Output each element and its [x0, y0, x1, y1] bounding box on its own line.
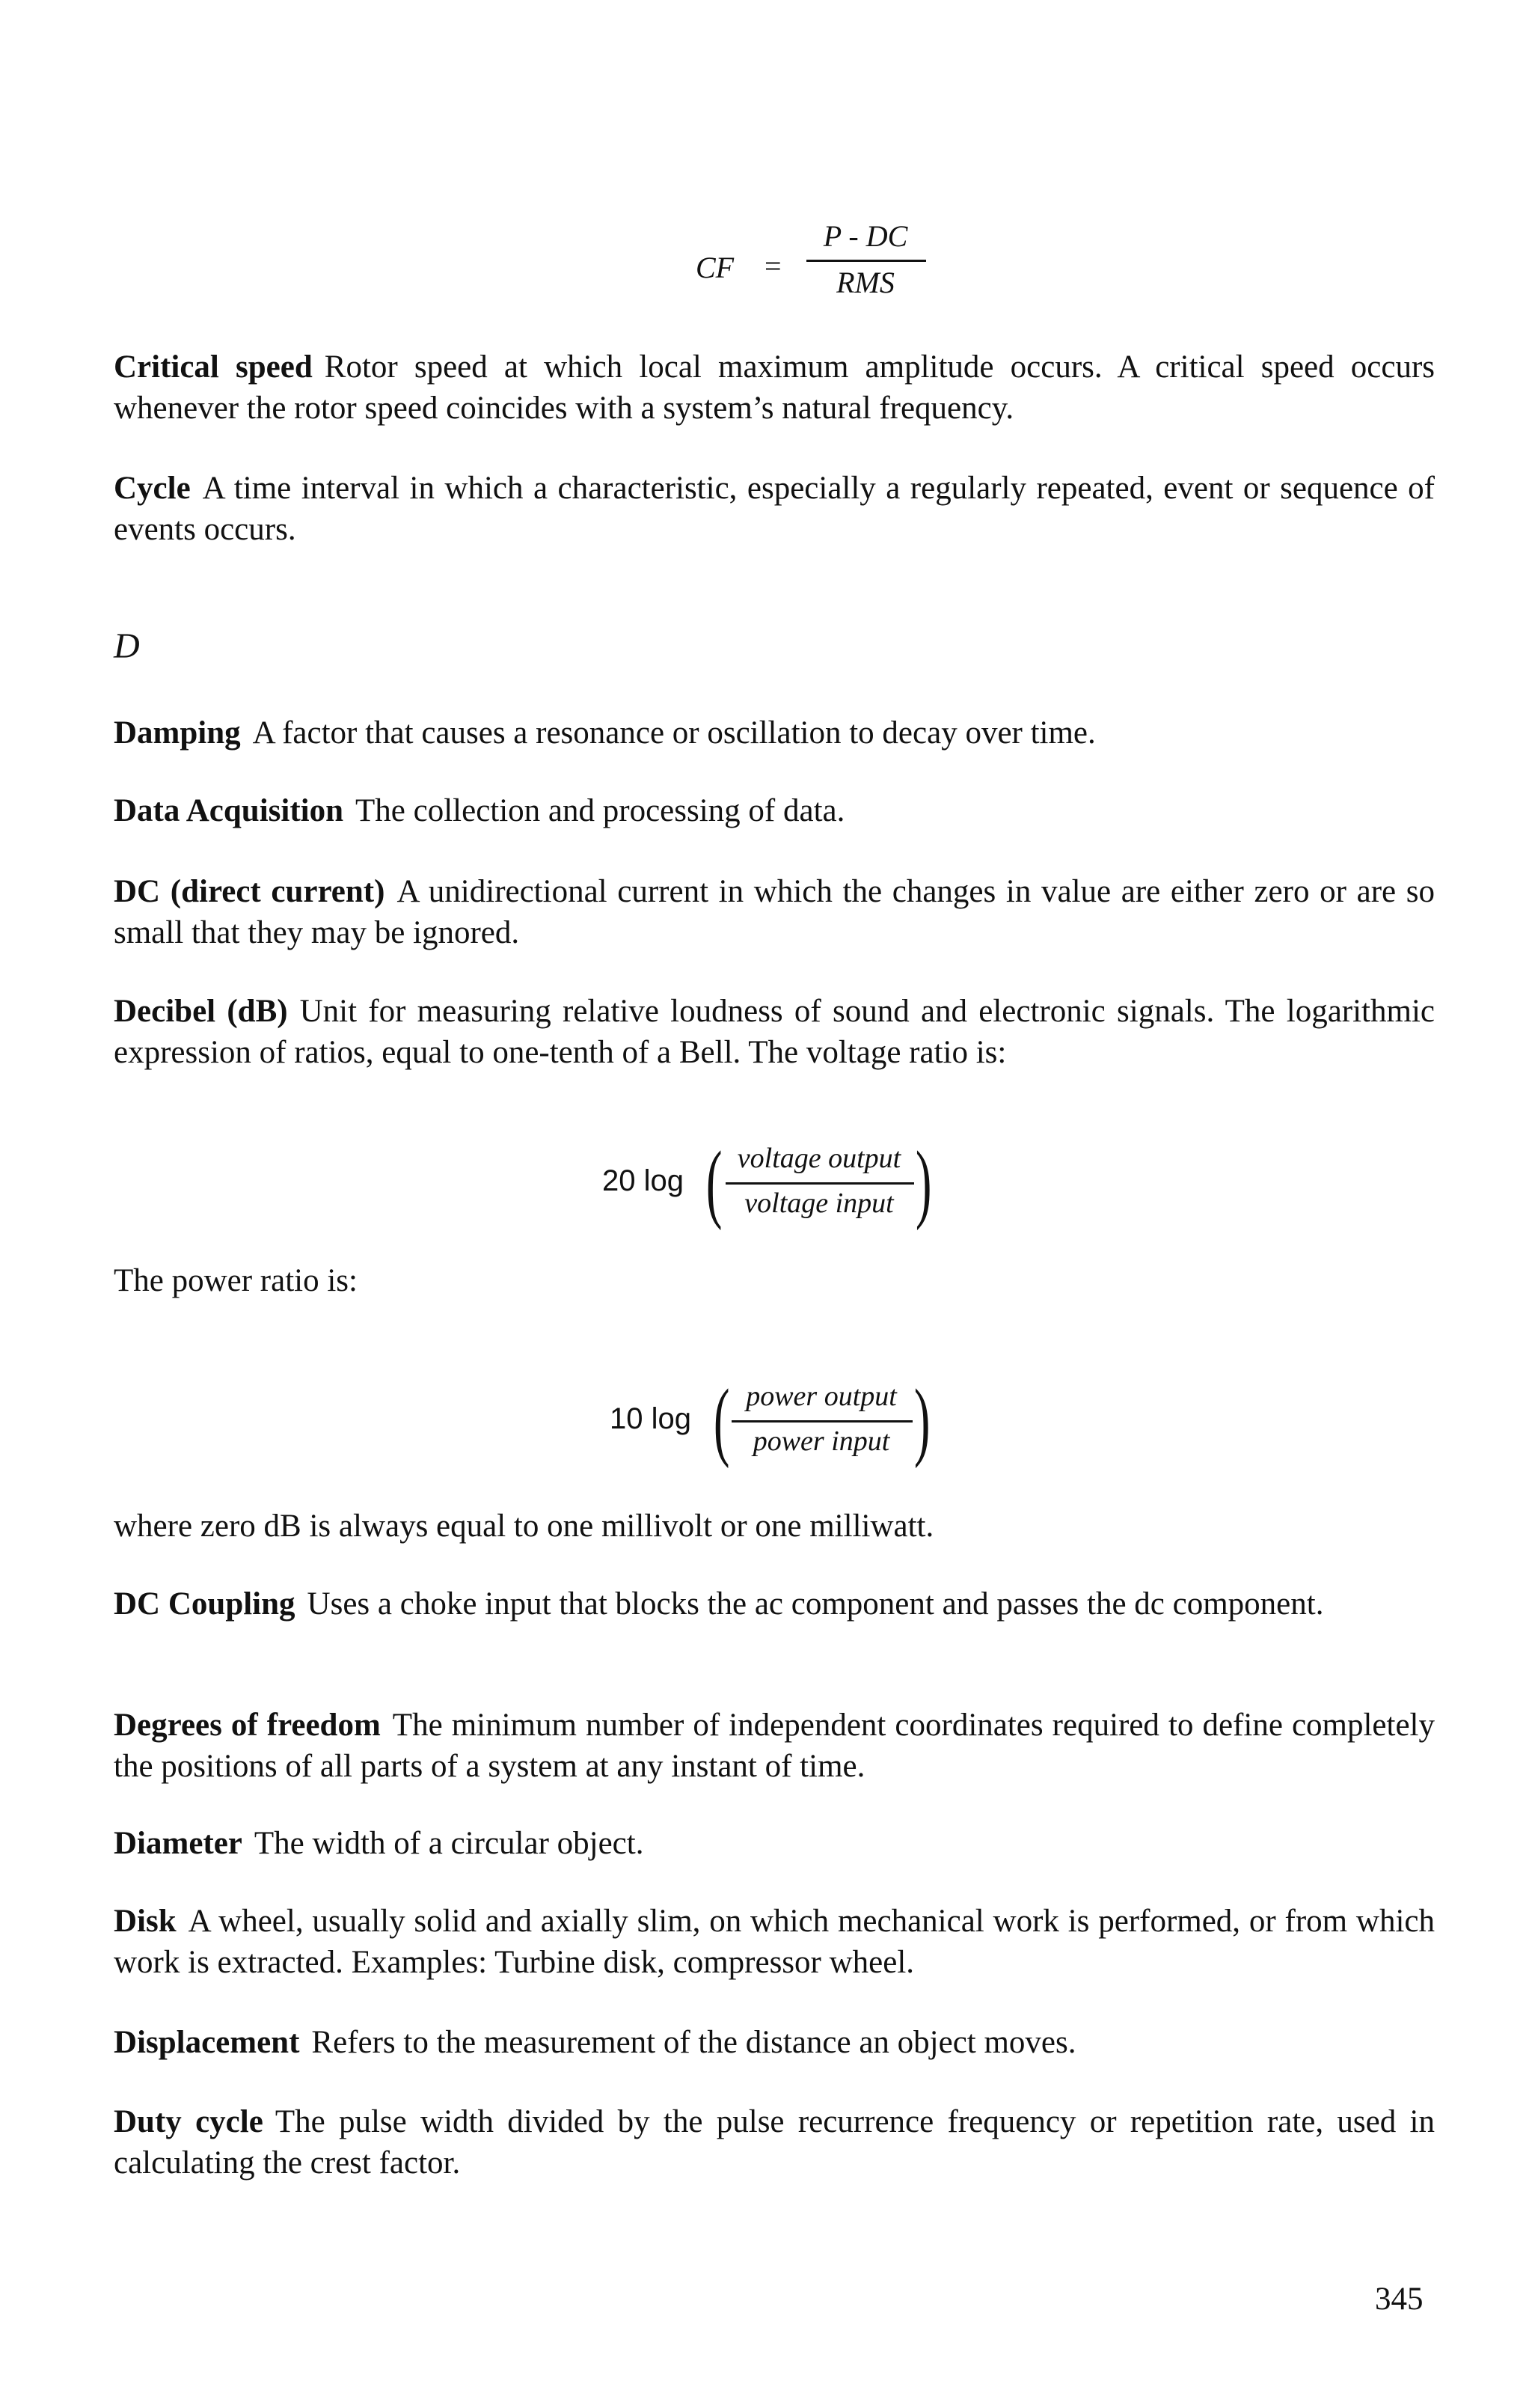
crest-factor-formula — [696, 219, 935, 308]
glossary-definition: The pulse width divided by the pulse recurrence frequency or repetition rate, used in calculating the crest factor. — [114, 2104, 1436, 2181]
glossary-term: Critical speed — [114, 349, 313, 385]
formula-numerator: power output — [746, 1381, 897, 1412]
glossary-entry-displacement — [114, 2022, 1435, 2063]
fraction-bar — [726, 1182, 914, 1185]
glossary-term: Duty cycle — [114, 2104, 263, 2139]
glossary-definition: Unit for measuring relative loudness of sound and electronic signals. The logarithmic expression of ratios, equal to one-tenth of a Bell. The voltage ratio is: — [114, 994, 1435, 1070]
glossary-term: Displacement — [114, 2025, 300, 2060]
glossary-term: Diameter — [114, 1826, 242, 1861]
glossary-definition: The width of a circular object. — [254, 1826, 644, 1861]
page-number: 345 — [1375, 2282, 1424, 2317]
glossary-entry-decibel — [114, 991, 1435, 1073]
glossary-entry-degrees-of-freedom — [114, 1705, 1435, 1787]
glossary-definition: A factor that causes a resonance or oscillation to decay over time. — [252, 715, 1096, 751]
glossary-definition: The minimum number of independent coordinates required to define completely the positions of all parts of a system at any instant of time. — [114, 1708, 1435, 1784]
glossary-term: DC Coupling — [114, 1586, 295, 1622]
formula-numerator: P - DC — [823, 219, 908, 253]
formula-denominator: RMS — [836, 266, 895, 299]
glossary-definition: A time interval in which a characteristic, especially a regularly repeated, event or sequence of events occurs. — [114, 471, 1435, 547]
left-paren: ( — [713, 1371, 730, 1469]
right-paren: ) — [915, 1133, 932, 1231]
left-paren: ( — [705, 1133, 723, 1231]
glossary-entry-damping — [114, 712, 1435, 754]
glossary-entry-duty-cycle — [114, 2101, 1435, 2184]
glossary-entry-critical-speed — [114, 346, 1435, 429]
formula-denominator: voltage input — [744, 1188, 894, 1219]
power-ratio-label: The power ratio is: — [114, 1263, 358, 1298]
right-paren: ) — [913, 1371, 931, 1469]
glossary-term: Data Acquisition — [114, 793, 344, 828]
glossary-entry-cycle — [114, 468, 1435, 550]
glossary-term: Cycle — [114, 471, 191, 506]
glossary-definition: Uses a choke input that blocks the ac component and passes the dc component. — [307, 1586, 1324, 1622]
formula-denominator: power input — [753, 1425, 890, 1457]
formula-numerator: voltage output — [737, 1143, 901, 1174]
glossary-definition: Refers to the measurement of the distance an object moves. — [311, 2025, 1076, 2060]
glossary-term: Degrees of freedom — [114, 1708, 381, 1743]
fraction-bar — [732, 1420, 913, 1423]
power-ratio-formula — [610, 1371, 999, 1479]
section-letter: D — [114, 626, 140, 666]
glossary-entry-dc-coupling — [114, 1583, 1435, 1625]
glossary-definition: The collection and processing of data. — [355, 793, 845, 828]
formula-lhs: CF — [696, 251, 735, 284]
zero-db-note: where zero dB is always equal to one millivolt or one milliwatt. — [114, 1509, 934, 1544]
glossary-definition: A unidirectional current in which the changes in value are either zero or are so small that they may be ignored. — [114, 874, 1435, 950]
formula-coefficient: 20 log — [602, 1164, 684, 1197]
glossary-definition: Rotor speed at which local maximum amplitude occurs. A critical speed occurs whenever the rotor speed coincides with a system’s natural frequency. — [114, 349, 1435, 426]
glossary-term: Damping — [114, 715, 241, 751]
glossary-term: Decibel (dB) — [114, 994, 288, 1029]
glossary-entry-data-acquisition — [114, 790, 1435, 831]
formula-equals: = — [765, 249, 782, 283]
voltage-ratio-formula — [602, 1133, 991, 1241]
formula-coefficient: 10 log — [610, 1402, 691, 1435]
glossary-entry-dc-direct-current — [114, 871, 1435, 953]
glossary-entry-diameter — [114, 1823, 1435, 1864]
glossary-definition: A wheel, usually solid and axially slim, on which mechanical work is performed, or from which work is extracted. Examples: Turbine disk, compressor wheel. — [114, 1904, 1435, 1980]
fraction-bar — [806, 260, 926, 262]
glossary-entry-disk — [114, 1901, 1435, 1983]
glossary-term: Disk — [114, 1904, 177, 1939]
glossary-term: DC (direct current) — [114, 874, 385, 909]
